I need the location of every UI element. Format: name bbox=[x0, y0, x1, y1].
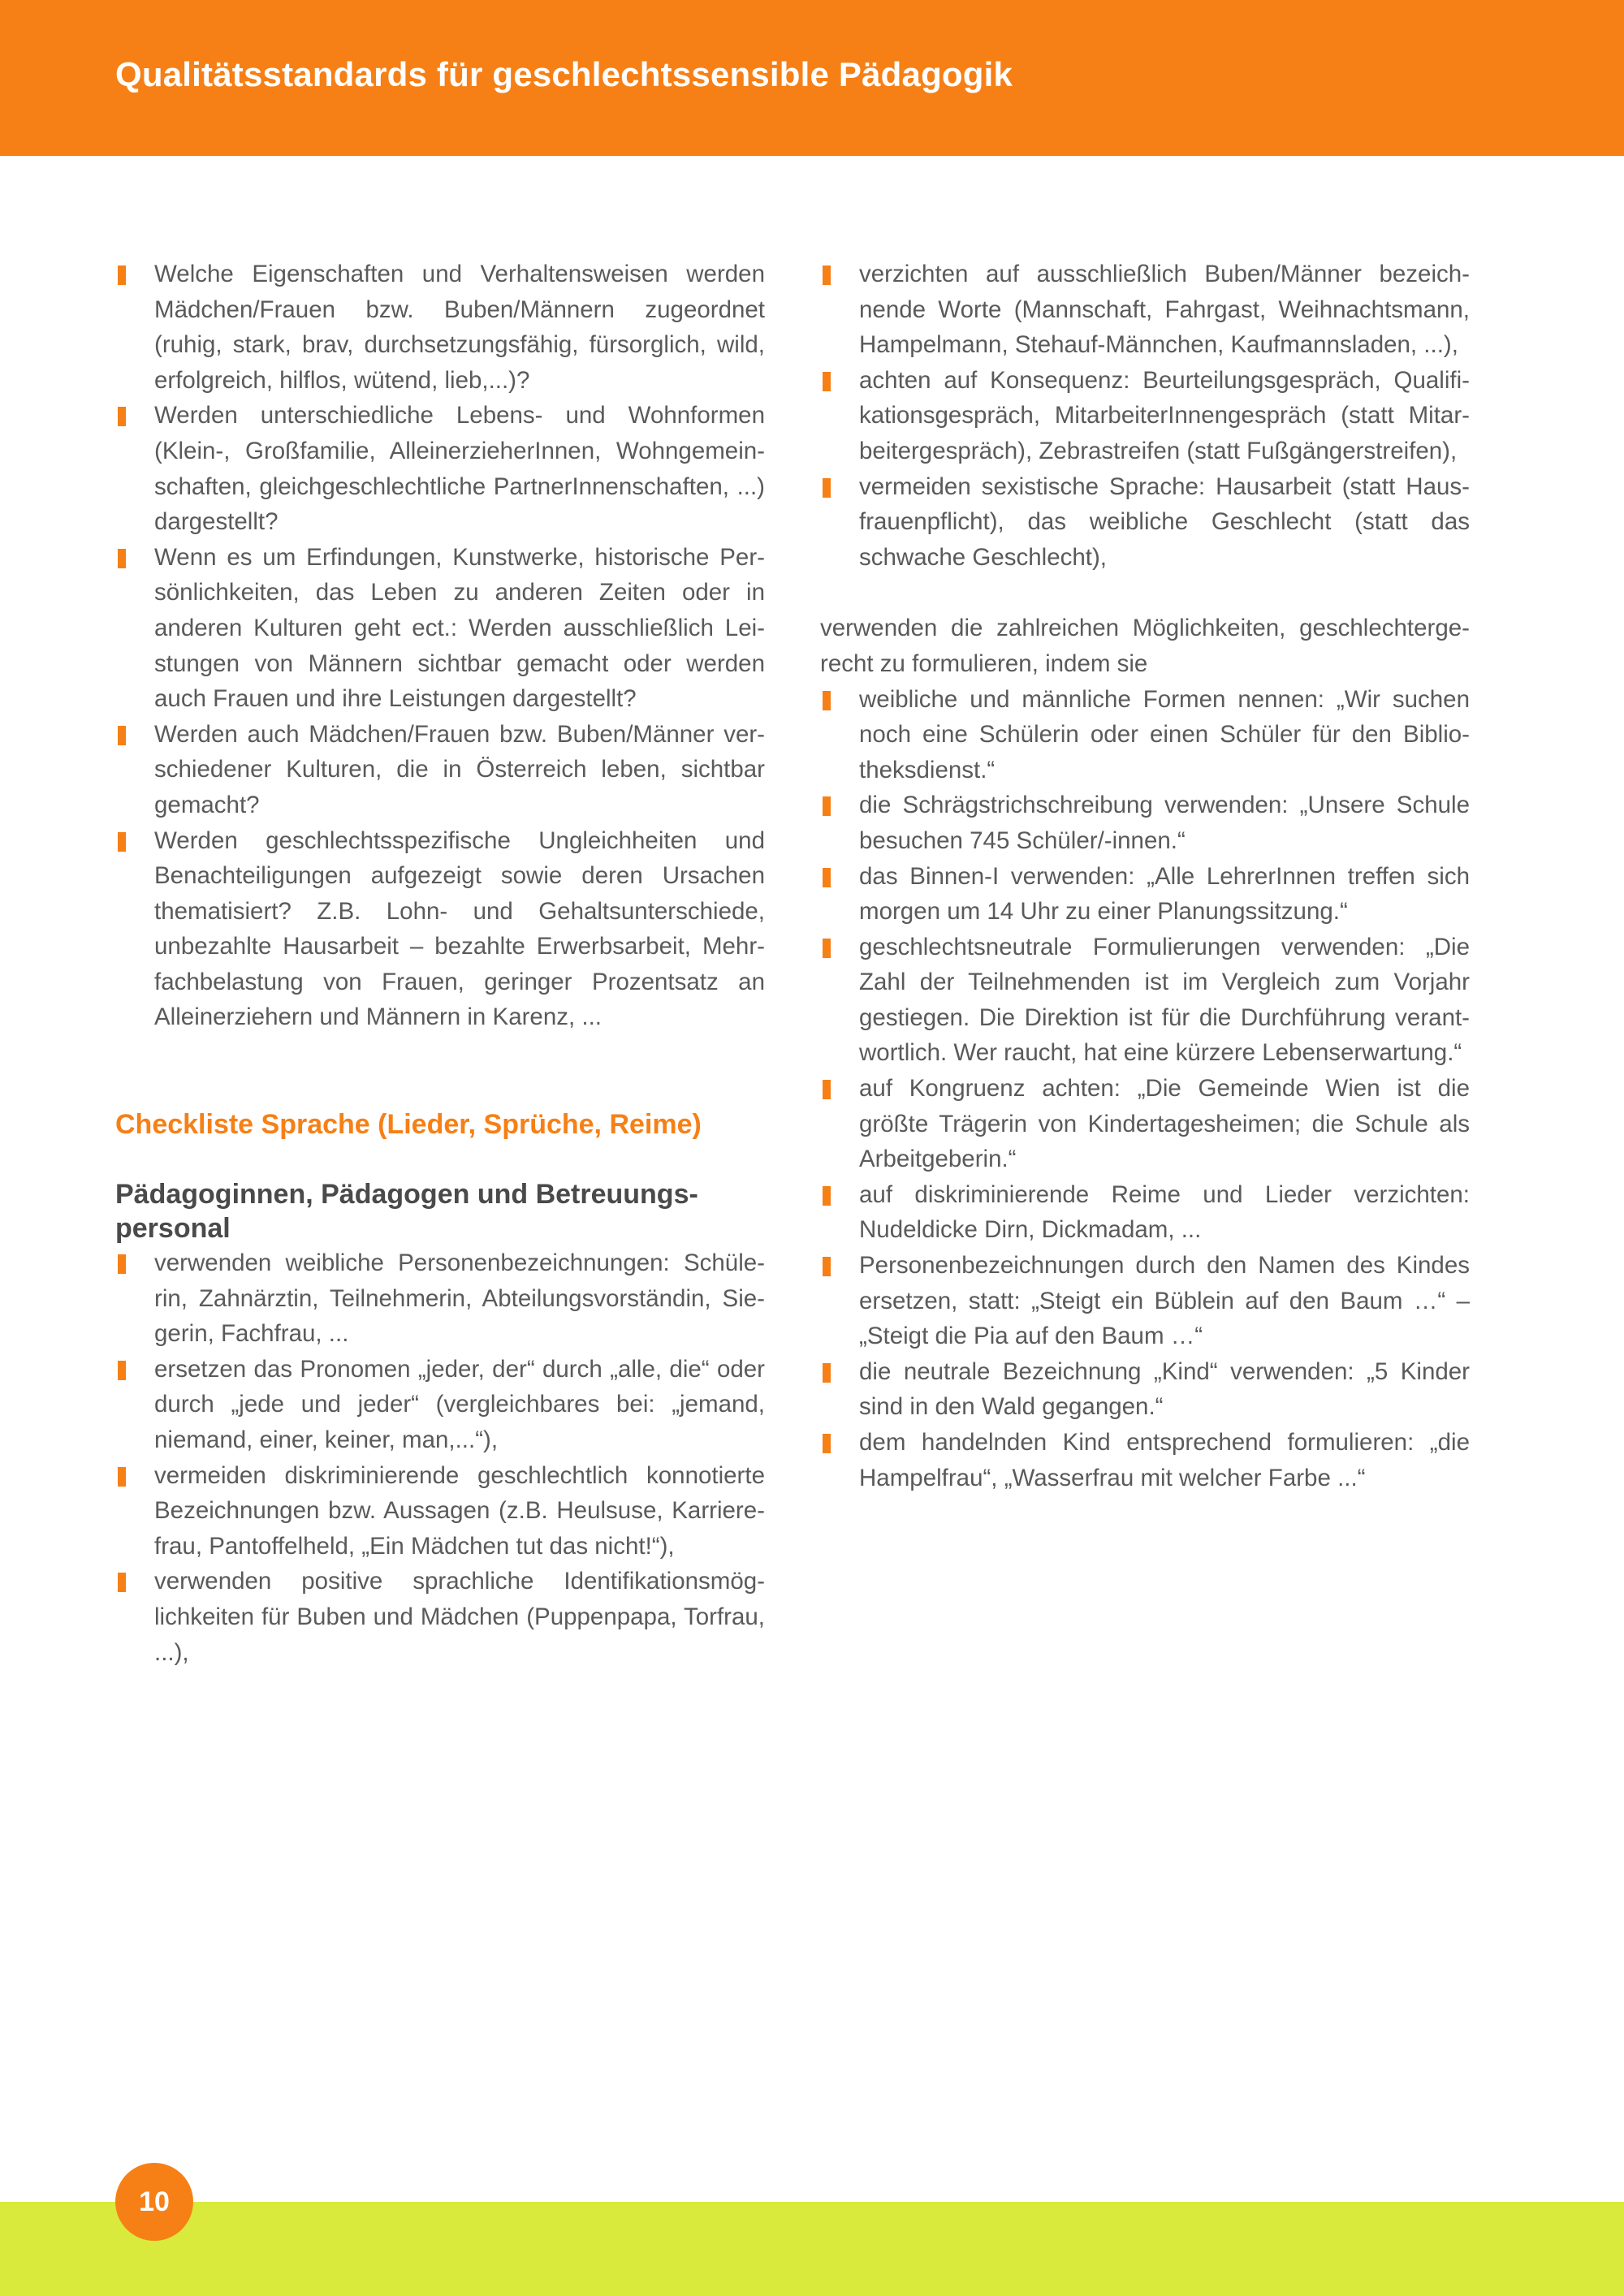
left-column bbox=[115, 257, 765, 1670]
list-item: auf Kongruenz achten: „Die Gemeinde Wien ist die größte Trägerin von Kindertagesheimen; die Schule als Arbeitgeberin.“ bbox=[820, 1071, 1470, 1177]
intro-paragraph: verwenden die zahlreichen Möglichkeiten, geschlechtergerecht zu formulieren, indem sie bbox=[820, 615, 1470, 677]
list-item: Werden unterschiedliche Lebens- und Wohnformen (Klein-, Großfamilie, AlleinerzieherInnen, Wohngemeinschaften, gleichgeschlechtliche PartnerInnenschaften, ...) dargestellt? bbox=[115, 398, 765, 539]
list-item: achten auf Konsequenz: Beurteilungsgespräch, Qualifikationsgespräch, MitarbeiterInnengespräch (statt Mitarbeitergespräch), Zebrastreifen (statt Fußgängerstreifen), bbox=[820, 363, 1470, 469]
list-item: geschlechtsneutrale Formulierungen verwenden: „Die Zahl der Teilnehmenden ist im Vergleich zum Vorjahr gestiegen. Die Direktion ist für die Durchführung verantwortlich. Wer raucht, hat eine kürzere Lebenserwartung.“ bbox=[820, 930, 1470, 1071]
list-item: das Binnen-I verwenden: „Alle LehrerInnen treffen sich morgen um 14 Uhr zu einer Planungssitzung.“ bbox=[820, 859, 1470, 930]
list-item: ersetzen das Pronomen „jeder, der“ durch „alle, die“ oder durch „jede und jeder“ (vergleichbares bei: „jemand, niemand, einer, keiner, man,...“), bbox=[115, 1352, 765, 1458]
list-item: Wenn es um Erfindungen, Kunstwerke, historische Persönlichkeiten, das Leben zu anderen Zeiten oder in anderen Kulturen geht ect.: Werden ausschließlich Leistungen von Männern sichtbar gemacht oder werden auch Frauen und ihre Leistungen dargestellt? bbox=[115, 540, 765, 717]
list-item: dem handelnden Kind entsprechend formulieren: „die Hampelfrau“, „Wasserfrau mit welcher Farbe ...“ bbox=[820, 1425, 1470, 1495]
sub-heading: Pädagoginnen, Pädagogen und Betreuungspersonal bbox=[115, 1179, 698, 1245]
formulation-list bbox=[820, 682, 1470, 1496]
list-item: vermeiden sexistische Sprache: Hausarbeit (statt Hausfrauenpflicht), das weibliche Geschlecht (statt das schwache Geschlecht), bbox=[820, 469, 1470, 576]
list-item: verzichten auf ausschließlich Buben/Männer bezeichnende Worte (Mannschaft, Fahrgast, Weihnachtsmann, Hampelmann, Stehauf-Männchen, Kaufmannsladen, ...), bbox=[820, 257, 1470, 363]
list-item: weibliche und männliche Formen nennen: „Wir suchen noch eine Schülerin oder einen Schüler für den Bibliotheksdienst.“ bbox=[820, 682, 1470, 788]
staff-list-continued bbox=[820, 257, 1470, 575]
list-item: die Schrägstrichschreibung verwenden: „Unsere Schule besuchen 745 Schüler/-innen.“ bbox=[820, 788, 1470, 858]
questions-list bbox=[115, 257, 765, 1035]
right-column bbox=[820, 257, 1470, 1495]
list-item: verwenden positive sprachliche Identifikationsmöglichkeiten für Buben und Mädchen (Puppenpapa, Torfrau, ...), bbox=[115, 1564, 765, 1670]
section-heading: Checkliste Sprache (Lieder, Sprüche, Reime) bbox=[115, 1109, 702, 1141]
footer-band bbox=[0, 2202, 1624, 2296]
list-item: verwenden weibliche Personenbezeichnungen: Schülerin, Zahnärztin, Teilnehmerin, Abteilungsvorständin, Siegerin, Fachfrau, ... bbox=[115, 1245, 765, 1352]
list-item: auf diskriminierende Reime und Lieder verzichten: Nudeldicke Dirn, Dickmadam, ... bbox=[820, 1177, 1470, 1248]
list-item: Welche Eigenschaften und Verhaltensweisen werden Mädchen/Frauen bzw. Buben/Männern zugeordnet (ruhig, stark, brav, durchsetzungsfähig, fürsorglich, wild, erfolgreich, hilflos, wütend, lieb,...)? bbox=[115, 257, 765, 398]
list-item: Personenbezeichnungen durch den Namen des Kindes ersetzen, statt: „Steigt ein Büblein auf den Baum …“ – „Steigt die Pia auf den Baum …“ bbox=[820, 1248, 1470, 1354]
header-band bbox=[0, 0, 1624, 156]
page-title: Qualitätsstandards für geschlechtssensible Pädagogik bbox=[115, 55, 1013, 93]
list-item: vermeiden diskriminierende geschlechtlich konnotierte Bezeichnungen bzw. Aussagen (z.B. Heulsuse, Karrierefrau, Pantoffelheld, „Ein Mädchen tut das nicht!“), bbox=[115, 1458, 765, 1564]
list-item: Werden auch Mädchen/Frauen bzw. Buben/Männer verschiedener Kulturen, die in Österreich leben, sichtbar gemacht? bbox=[115, 717, 765, 823]
page-number: 10 bbox=[115, 2163, 193, 2241]
list-item: Werden geschlechtsspezifische Ungleichheiten und Benachteiligungen aufgezeigt sowie deren Ursachen thematisiert? Z.B. Lohn- und Gehaltsunterschiede, unbezahlte Hausarbeit – bezahlte Erwerbsarbeit, Mehrfachbelastung von Frauen, geringer Prozentsatz an Alleinerziehern und Männern in Karenz, ... bbox=[115, 823, 765, 1036]
list-item: die neutrale Bezeichnung „Kind“ verwenden: „5 Kinder sind in den Wald gegangen.“ bbox=[820, 1354, 1470, 1425]
staff-list bbox=[115, 1245, 765, 1670]
